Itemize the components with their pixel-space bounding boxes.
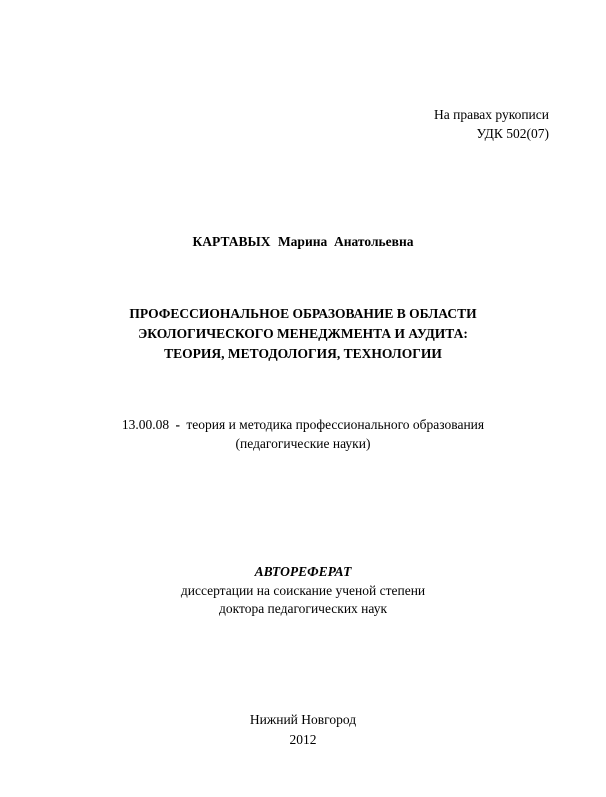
- title-line-1: ПРОФЕССИОНАЛЬНОЕ ОБРАЗОВАНИЕ В ОБЛАСТИ: [129, 306, 477, 321]
- author-surname: КАРТАВЫХ: [192, 234, 271, 249]
- specialty-field: (педагогические науки): [235, 436, 371, 451]
- document-type-label: АВТОРЕФЕРАТ: [254, 564, 352, 579]
- author-name: [0, 233, 606, 251]
- rights-reserved-label: На правах рукописи: [433, 107, 549, 122]
- specialty-code: 13.00.08: [121, 417, 170, 432]
- specialty-dash: -: [175, 417, 180, 432]
- publication-city: Нижний Новгород: [249, 712, 357, 727]
- author-given-names: Марина Анатольевна: [277, 234, 414, 249]
- title-line-3: ТЕОРИЯ, МЕТОДОЛОГИЯ, ТЕХНОЛОГИИ: [164, 346, 442, 361]
- document-type-line-1: диссертации на соискание ученой степени: [180, 583, 426, 598]
- udk-code: УДК 502(07): [476, 126, 549, 141]
- publication-year: 2012: [289, 732, 317, 747]
- document-type-line-2: доктора педагогических наук: [218, 601, 388, 616]
- specialty-line: [0, 416, 606, 434]
- specialty-name: теория и методика профессионального образования: [186, 417, 485, 432]
- title-line-2: ЭКОЛОГИЧЕСКОГО МЕНЕДЖМЕНТА И АУДИТА:: [138, 326, 468, 341]
